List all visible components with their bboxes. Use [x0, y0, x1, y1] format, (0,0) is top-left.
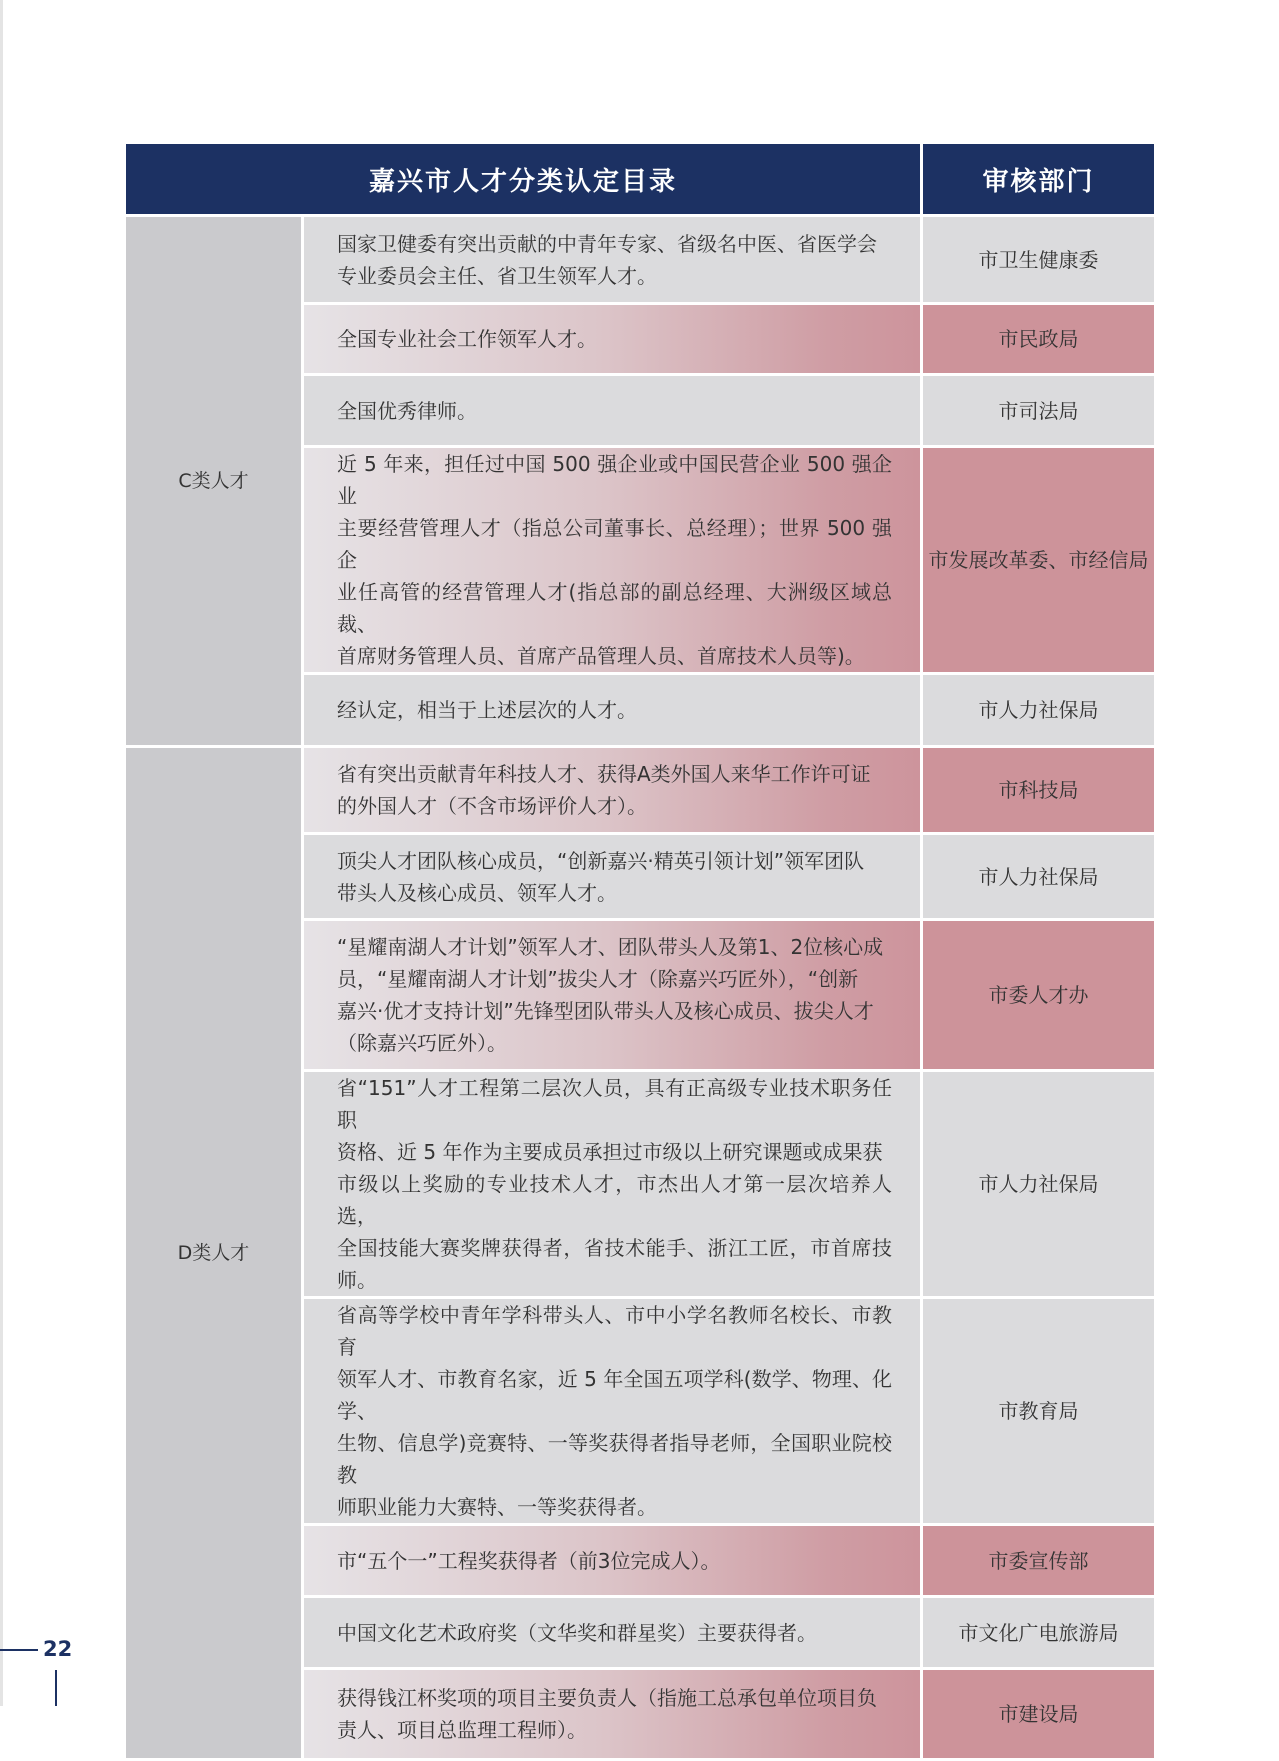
row-department: 市建设局: [923, 1670, 1154, 1758]
department-header: 审核部门: [923, 144, 1154, 214]
row-description: “星耀南湖人才计划”领军人才、团队带头人及第1、2位核心成 员，“星耀南湖人才计划”拔尖人才（除嘉兴巧匠外），“创新 嘉兴·优才支持计划”先锋型团队带头人及核心成员、拔尖人才 （除嘉兴巧匠外）。: [304, 921, 920, 1069]
row-department: 市科技局: [923, 748, 1154, 832]
row-department: 市发展改革委、市经信局: [923, 448, 1154, 672]
page-number-tick: [55, 1670, 57, 1706]
row-description: 经认定，相当于上述层次的人才。: [304, 675, 920, 745]
table-row: [126, 748, 1154, 832]
row-department: 市文化广电旅游局: [923, 1598, 1154, 1667]
catalog-header: 嘉兴市人才分类认定目录: [126, 144, 920, 214]
row-description: 市“五个一”工程奖获得者（前3位完成人）。: [304, 1526, 920, 1595]
row-department: 市民政局: [923, 305, 1154, 373]
talent-catalog-table: [123, 141, 1157, 1761]
row-description: 近 5 年来，担任过中国 500 强企业或中国民营企业 500 强企业 主要经营管理人才（指总公司董事长、总经理）；世界 500 强企 业任高管的经营管理人才(指总部的副总经理、大洲级区域总裁、 首席财务管理人员、首席产品管理人员、首席技术人员等)。: [304, 448, 920, 672]
table-header-row: [126, 144, 1154, 214]
row-department: 市卫生健康委: [923, 217, 1154, 302]
table-row: [126, 217, 1154, 302]
row-description: 国家卫健委有突出贡献的中青年专家、省级名中医、省医学会 专业委员会主任、省卫生领军人才。: [304, 217, 920, 302]
row-description: 中国文化艺术政府奖（文华奖和群星奖）主要获得者。: [304, 1598, 920, 1667]
row-description: 省有突出贡献青年科技人才、获得A类外国人来华工作许可证 的外国人才（不含市场评价人才）。: [304, 748, 920, 832]
row-description: 获得钱江杯奖项的项目主要负责人（指施工总承包单位项目负 责人、项目总监理工程师）。: [304, 1670, 920, 1758]
row-description: 省“151”人才工程第二层次人员，具有正高级专业技术职务任职 资格、近 5 年作为主要成员承担过市级以上研究课题或成果获 市级以上奖励的专业技术人才，市杰出人才第一层次培养人选， 全国技能大赛奖牌获得者，省技术能手、浙江工匠，市首席技师。: [304, 1072, 920, 1296]
row-description: 省高等学校中青年学科带头人、市中小学名教师名校长、市教育 领军人才、市教育名家，近 5 年全国五项学科(数学、物理、化学、 生物、信息学)竞赛特、一等奖获得者指导老师，全国职业院校教 师职业能力大赛特、一等奖获得者。: [304, 1299, 920, 1523]
row-description: 全国优秀律师。: [304, 376, 920, 445]
row-description: 顶尖人才团队核心成员，“创新嘉兴·精英引领计划”领军团队 带头人及核心成员、领军人才。: [304, 835, 920, 918]
page-number: 22: [43, 1637, 73, 1661]
row-description: 全国专业社会工作领军人才。: [304, 305, 920, 373]
row-department: 市司法局: [923, 376, 1154, 445]
row-department: 市人力社保局: [923, 835, 1154, 918]
row-department: 市人力社保局: [923, 1072, 1154, 1296]
page-number-rule: [0, 1649, 38, 1651]
row-department: 市人力社保局: [923, 675, 1154, 745]
row-department: 市教育局: [923, 1299, 1154, 1523]
category-d: D类人才: [126, 748, 301, 1758]
page-edge: [0, 0, 3, 1706]
row-department: 市委宣传部: [923, 1526, 1154, 1595]
category-c: C类人才: [126, 217, 301, 745]
row-department: 市委人才办: [923, 921, 1154, 1069]
